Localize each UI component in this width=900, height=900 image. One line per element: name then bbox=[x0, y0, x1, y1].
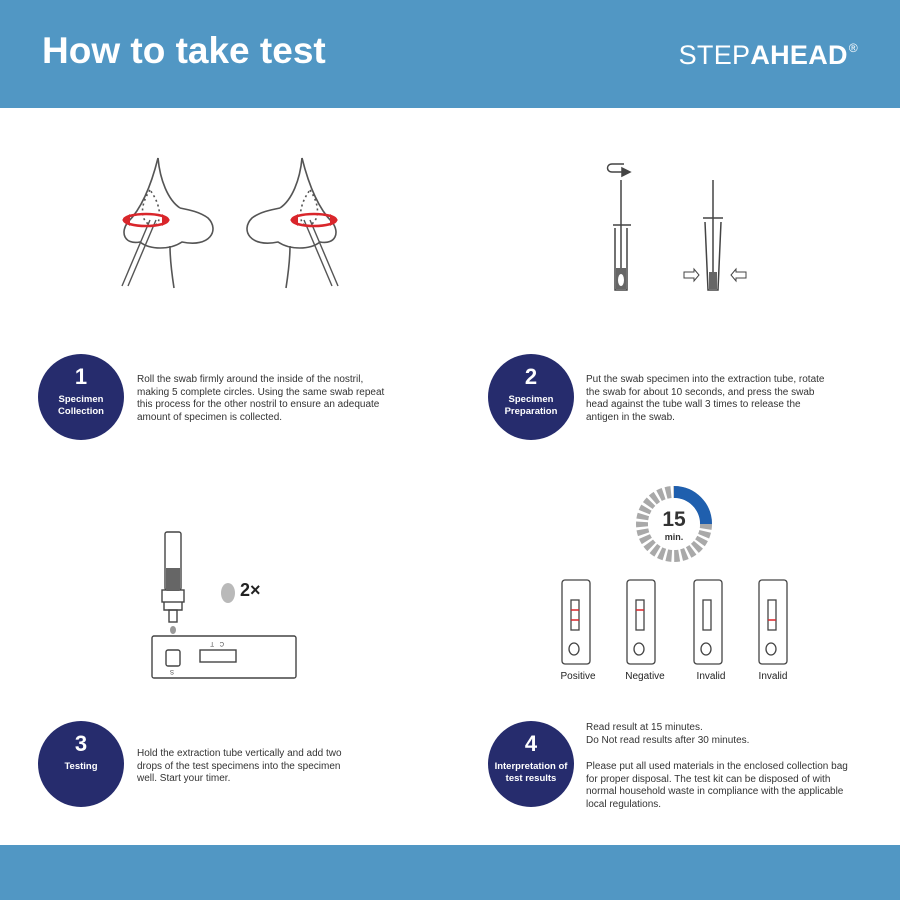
step-number: 2 bbox=[524, 364, 538, 389]
step-1-description: Roll the swab firmly around the inside of the nostril, making 5 complete circles. Using the same swab repeat this process for the other nostril to ensure an adequate amount of specimen is collected. bbox=[137, 374, 385, 423]
step-4-read-limit: Do Not read results after 30 minutes. bbox=[586, 735, 750, 746]
header-bar bbox=[0, 0, 900, 108]
step-2-description: Put the swab specimen into the extraction tube, rotate the swab for about 10 seconds, and press the swab head against the tube wall 3 times to release the antigen in the swab. bbox=[586, 374, 825, 423]
step-label: Interpretation of test results bbox=[494, 761, 568, 784]
step-4-badge bbox=[488, 721, 574, 807]
step-4-read-time: Read result at 15 minutes. bbox=[586, 722, 703, 733]
result-label-invalid: Invalid bbox=[758, 671, 788, 682]
drop-icon bbox=[220, 582, 236, 604]
specimen-mark: S bbox=[169, 668, 174, 674]
step-4-description: Please put all used materials in the enclosed collection bag for proper disposal. The test kit can be disposed of with normal household waste in compliance with the applicable local regulations. bbox=[586, 761, 848, 810]
nasal-swab-illustration bbox=[110, 150, 350, 290]
step-label: Specimen Preparation bbox=[504, 394, 558, 417]
drop-count: 2× bbox=[240, 580, 261, 600]
step-number: 4 bbox=[524, 731, 538, 756]
testing-illustration bbox=[150, 528, 300, 680]
step-label: Testing bbox=[64, 761, 98, 772]
brand-logo: STEPAHEAD® bbox=[678, 40, 858, 70]
control-mark: C bbox=[219, 640, 224, 646]
result-cassettes bbox=[555, 578, 795, 668]
step-number: 3 bbox=[74, 731, 88, 756]
step-1-badge bbox=[38, 354, 124, 440]
step-3-badge bbox=[38, 721, 124, 807]
step-number: 1 bbox=[74, 364, 88, 389]
test-mark: T bbox=[210, 640, 214, 646]
timer-value: 15 bbox=[662, 508, 686, 531]
step-label: Specimen Collection bbox=[58, 394, 104, 417]
result-label-negative: Negative bbox=[625, 671, 665, 682]
timer-unit: min. bbox=[664, 532, 684, 542]
result-label-invalid: Invalid bbox=[696, 671, 726, 682]
step-3-description: Hold the extraction tube vertically and add two drops of the test specimens into the specimen well. Start your timer. bbox=[137, 748, 342, 784]
footer-bar bbox=[0, 845, 900, 900]
step-2-badge bbox=[488, 354, 574, 440]
extraction-tube-illustration bbox=[600, 150, 770, 300]
result-label-positive: Positive bbox=[560, 671, 596, 682]
page-title: How to take test bbox=[42, 30, 326, 71]
